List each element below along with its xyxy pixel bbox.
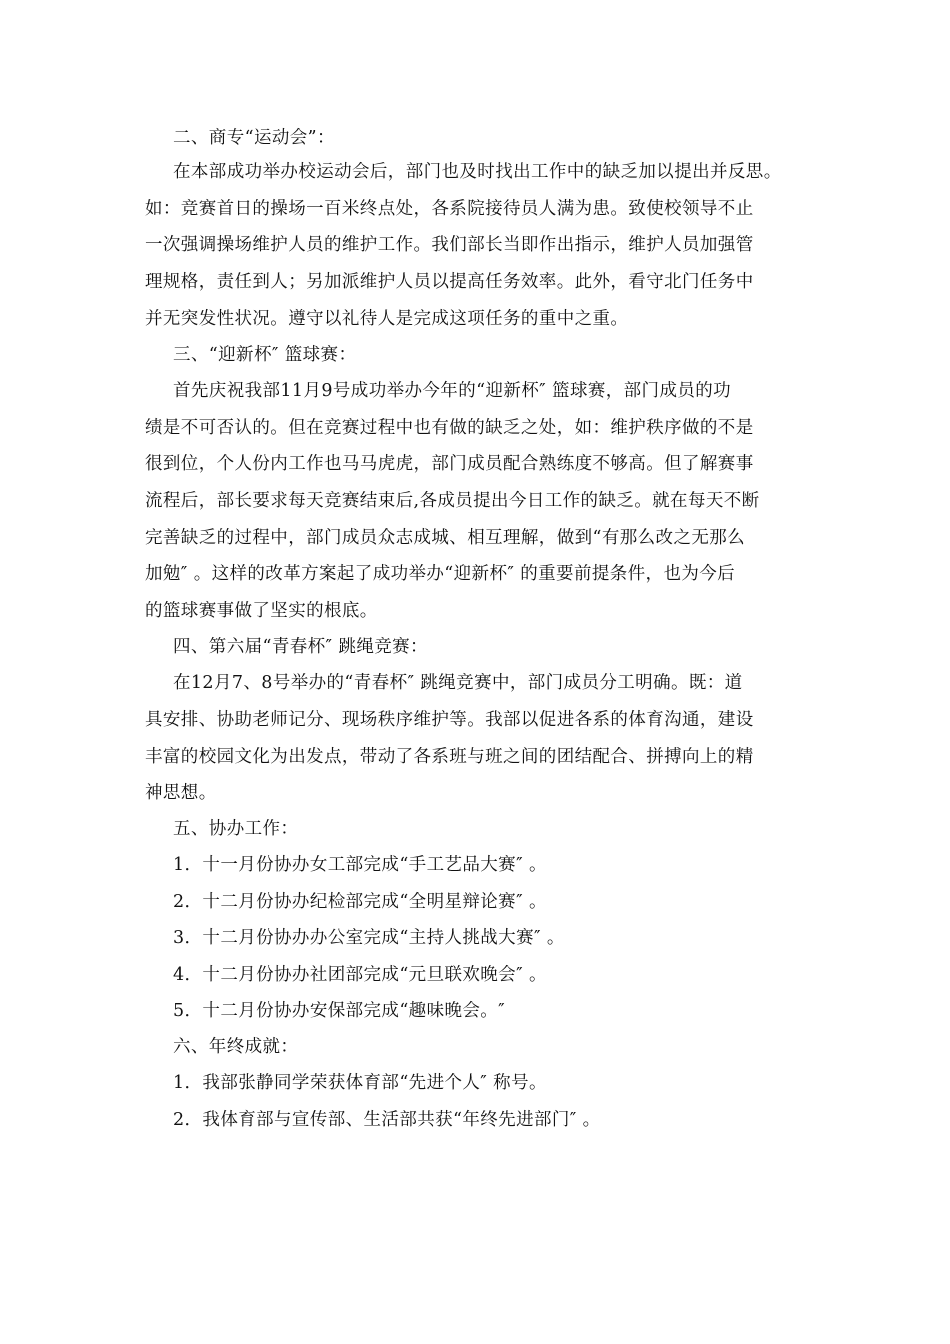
paragraph-line: 如：竞赛首日的操场一百米终点处，各系院接待员人满为患。致使校领导不止 xyxy=(145,199,754,219)
list-item: 2．十二月份协办纪检部完成“全明星辩论赛″ 。 xyxy=(173,892,547,912)
list-item: 2．我体育部与宣传部、生活部共获“年终先进部门″ 。 xyxy=(173,1110,601,1130)
list-item: 1．我部张静同学荣获体育部“先进个人″ 称号。 xyxy=(173,1073,547,1093)
paragraph-line: 神思想。 xyxy=(145,783,217,803)
list-item: 1．十一月份协办女工部完成“手工艺品大赛″ 。 xyxy=(173,855,547,875)
paragraph-line: 丰富的校园文化为出发点，带动了各系班与班之间的团结配合、拼搏向上的精 xyxy=(145,747,754,767)
paragraph-line: 一次强调操场维护人员的维护工作。我们部长当即作出指示，维护人员加强管 xyxy=(145,235,754,255)
paragraph-line: 绩是不可否认的。但在竞赛过程中也有做的缺乏之处，如：维护秩序做的不是 xyxy=(145,418,754,438)
paragraph-line: 流程后，部长要求每天竞赛结束后,各成员提出今日工作的缺乏。就在每天不断 xyxy=(145,491,760,511)
paragraph-line: 并无突发性状况。遵守以礼待人是完成这项任务的重中之重。 xyxy=(145,309,629,329)
section-heading-co-organized: 五、协办工作： xyxy=(173,819,299,839)
section-heading-sports-meet: 二、商专“运动会”： xyxy=(173,128,335,148)
paragraph-line: 具安排、协助老师记分、现场秩序维护等。我部以促进各系的体育沟通，建设 xyxy=(145,710,754,730)
list-item: 5．十二月份协办安保部完成“趣味晚会。″ xyxy=(173,1001,506,1021)
section-heading-jump-rope: 四、第六届“青春杯″ 跳绳竞赛： xyxy=(173,637,428,657)
paragraph-line: 首先庆祝我部11月9号成功举办今年的“迎新杯″ 篮球赛，部门成员的功 xyxy=(173,381,732,401)
section-heading-achievements: 六、年终成就： xyxy=(173,1037,299,1057)
paragraph-line: 在12月7、8号举办的“青春杯″ 跳绳竞赛中，部门成员分工明确。既：道 xyxy=(173,673,743,693)
paragraph-line: 理规格，责任到人；另加派维护人员以提高任务效率。此外，看守北门任务中 xyxy=(145,272,754,292)
paragraph-line: 加勉″ 。这样的改革方案起了成功举办“迎新杯″ 的重要前提条件，也为今后 xyxy=(145,564,736,584)
paragraph-line: 完善缺乏的过程中，部门成员众志成城、相互理解，做到“有那么改之无那么 xyxy=(145,528,746,548)
section-heading-basketball: 三、“迎新杯″ 篮球赛： xyxy=(173,345,357,365)
list-item: 4．十二月份协办社团部完成“元旦联欢晚会″ 。 xyxy=(173,965,547,985)
paragraph-line: 在本部成功举办校运动会后，部门也及时找出工作中的缺乏加以提出并反思。 xyxy=(173,162,782,182)
paragraph-line: 很到位，个人份内工作也马马虎虎，部门成员配合熟练度不够高。但了解赛事 xyxy=(145,454,754,474)
list-item: 3．十二月份协办办公室完成“主持人挑战大赛″ 。 xyxy=(173,928,565,948)
paragraph-line: 的篮球赛事做了坚实的根底。 xyxy=(145,601,378,621)
